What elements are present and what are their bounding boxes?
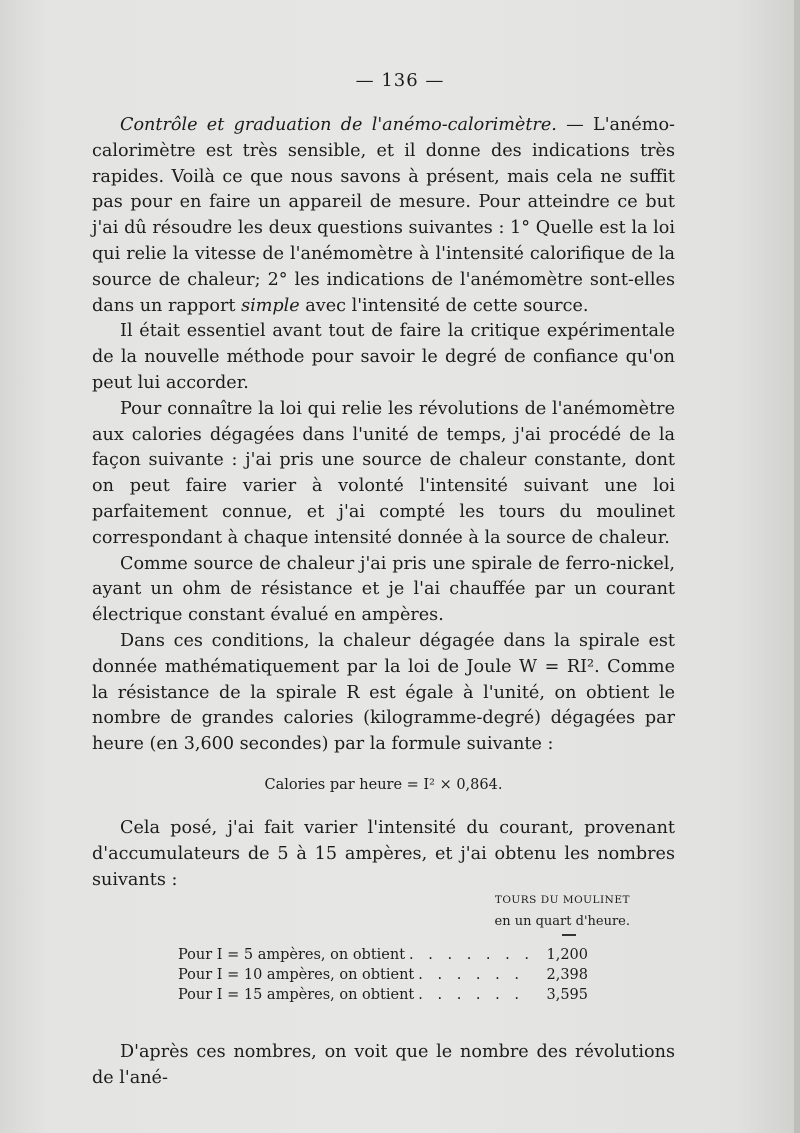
body-text-2 <box>92 816 675 893</box>
row-value: 1,200 <box>546 947 588 963</box>
paragraph-7: D'après ces nombres, on voit que le nombre des révolutions de l'ané- <box>92 1042 675 1088</box>
page-number: — 136 — <box>355 70 445 91</box>
body-text-3 <box>92 1040 675 1092</box>
row-value: 2,398 <box>546 967 588 983</box>
table-row <box>178 965 588 985</box>
paragraph-2: Il était essentiel avant tout de faire la critique expérimentale de la nouvelle méthode pour savoir le degré de confiance qu'on peut lui accorder. <box>92 321 675 393</box>
leader-dots <box>418 985 532 1005</box>
paragraph-3: Pour connaître la loi qui relie les révolutions de l'anémomètre aux calories dégagées dans l'unité de temps, j'ai procédé de la façon suivante : j'ai pris une source de chaleur constante, dont on peut faire varier à volonté l'intensité suivant une loi parfaitement connue, et j'ai compté les tours du moulinet correspondant à chaque intensité donnée à la source de chaleur. <box>92 398 675 548</box>
paragraph-1-text-b: avec l'intensité de cette source. <box>299 295 589 316</box>
emphasis-simple: simple <box>241 295 300 316</box>
table-row <box>178 945 588 965</box>
table-header-line-1: TOURS DU MOULINET <box>494 894 630 906</box>
leader-dots <box>409 945 532 965</box>
paragraph-5: Dans ces conditions, la chaleur dégagée dans la spirale est donnée mathématiquement par la loi de Joule W = RI². Comme la résistance de la spirale R est égale à l'unité, on obtient le nombre de grandes calories (kilogramme-degré) dégagées par heure (en 3,600 secondes) par la formule suivante : <box>92 630 675 755</box>
leader-dots <box>418 965 532 985</box>
table-row <box>178 985 588 1005</box>
table-column-header <box>495 890 630 932</box>
header-rule <box>562 934 576 936</box>
joule-formula: Calories par heure = I² × 0,864. <box>264 777 503 793</box>
paragraph-4: Comme source de chaleur j'ai pris une spirale de ferro-nickel, ayant un ohm de résistance et je l'ai chauffée par un courant électrique constant évalué en ampères. <box>92 553 675 626</box>
paragraph-1-text-a: — L'anémo-calorimètre est très sensible, et il donne des indications très rapides. Voilà ce que nous savons à présent, mais cela ne suffit pas pour en faire un appareil de mesure. Pour atteindre ce but j'ai dû résoudre les deux questions suivantes : 1° Quelle est la loi qui relie la vitesse de l'anémomètre à l'intensité calorifique de la source de chaleur; 2° les indications de l'anémomètre sont-elles dans un rapport <box>92 115 675 316</box>
paragraph-6: Cela posé, j'ai fait varier l'intensité du courant, provenant d'accumulateurs de 5 à 15 ampères, et j'ai obtenu les nombres suivants : <box>92 818 675 890</box>
row-label: Pour I = 15 ampères, on obtient <box>178 987 415 1003</box>
body-text <box>92 113 675 758</box>
row-value: 3,595 <box>546 987 588 1003</box>
results-table <box>178 945 588 1005</box>
row-label: Pour I = 10 ampères, on obtient <box>178 967 415 983</box>
paragraph-1 <box>92 113 675 319</box>
row-label: Pour I = 5 ampères, on obtient <box>178 947 406 963</box>
table-header-line-2: en un quart d'heure. <box>494 914 630 929</box>
section-heading: Contrôle et graduation de l'anémo-calorimètre. <box>120 115 557 135</box>
